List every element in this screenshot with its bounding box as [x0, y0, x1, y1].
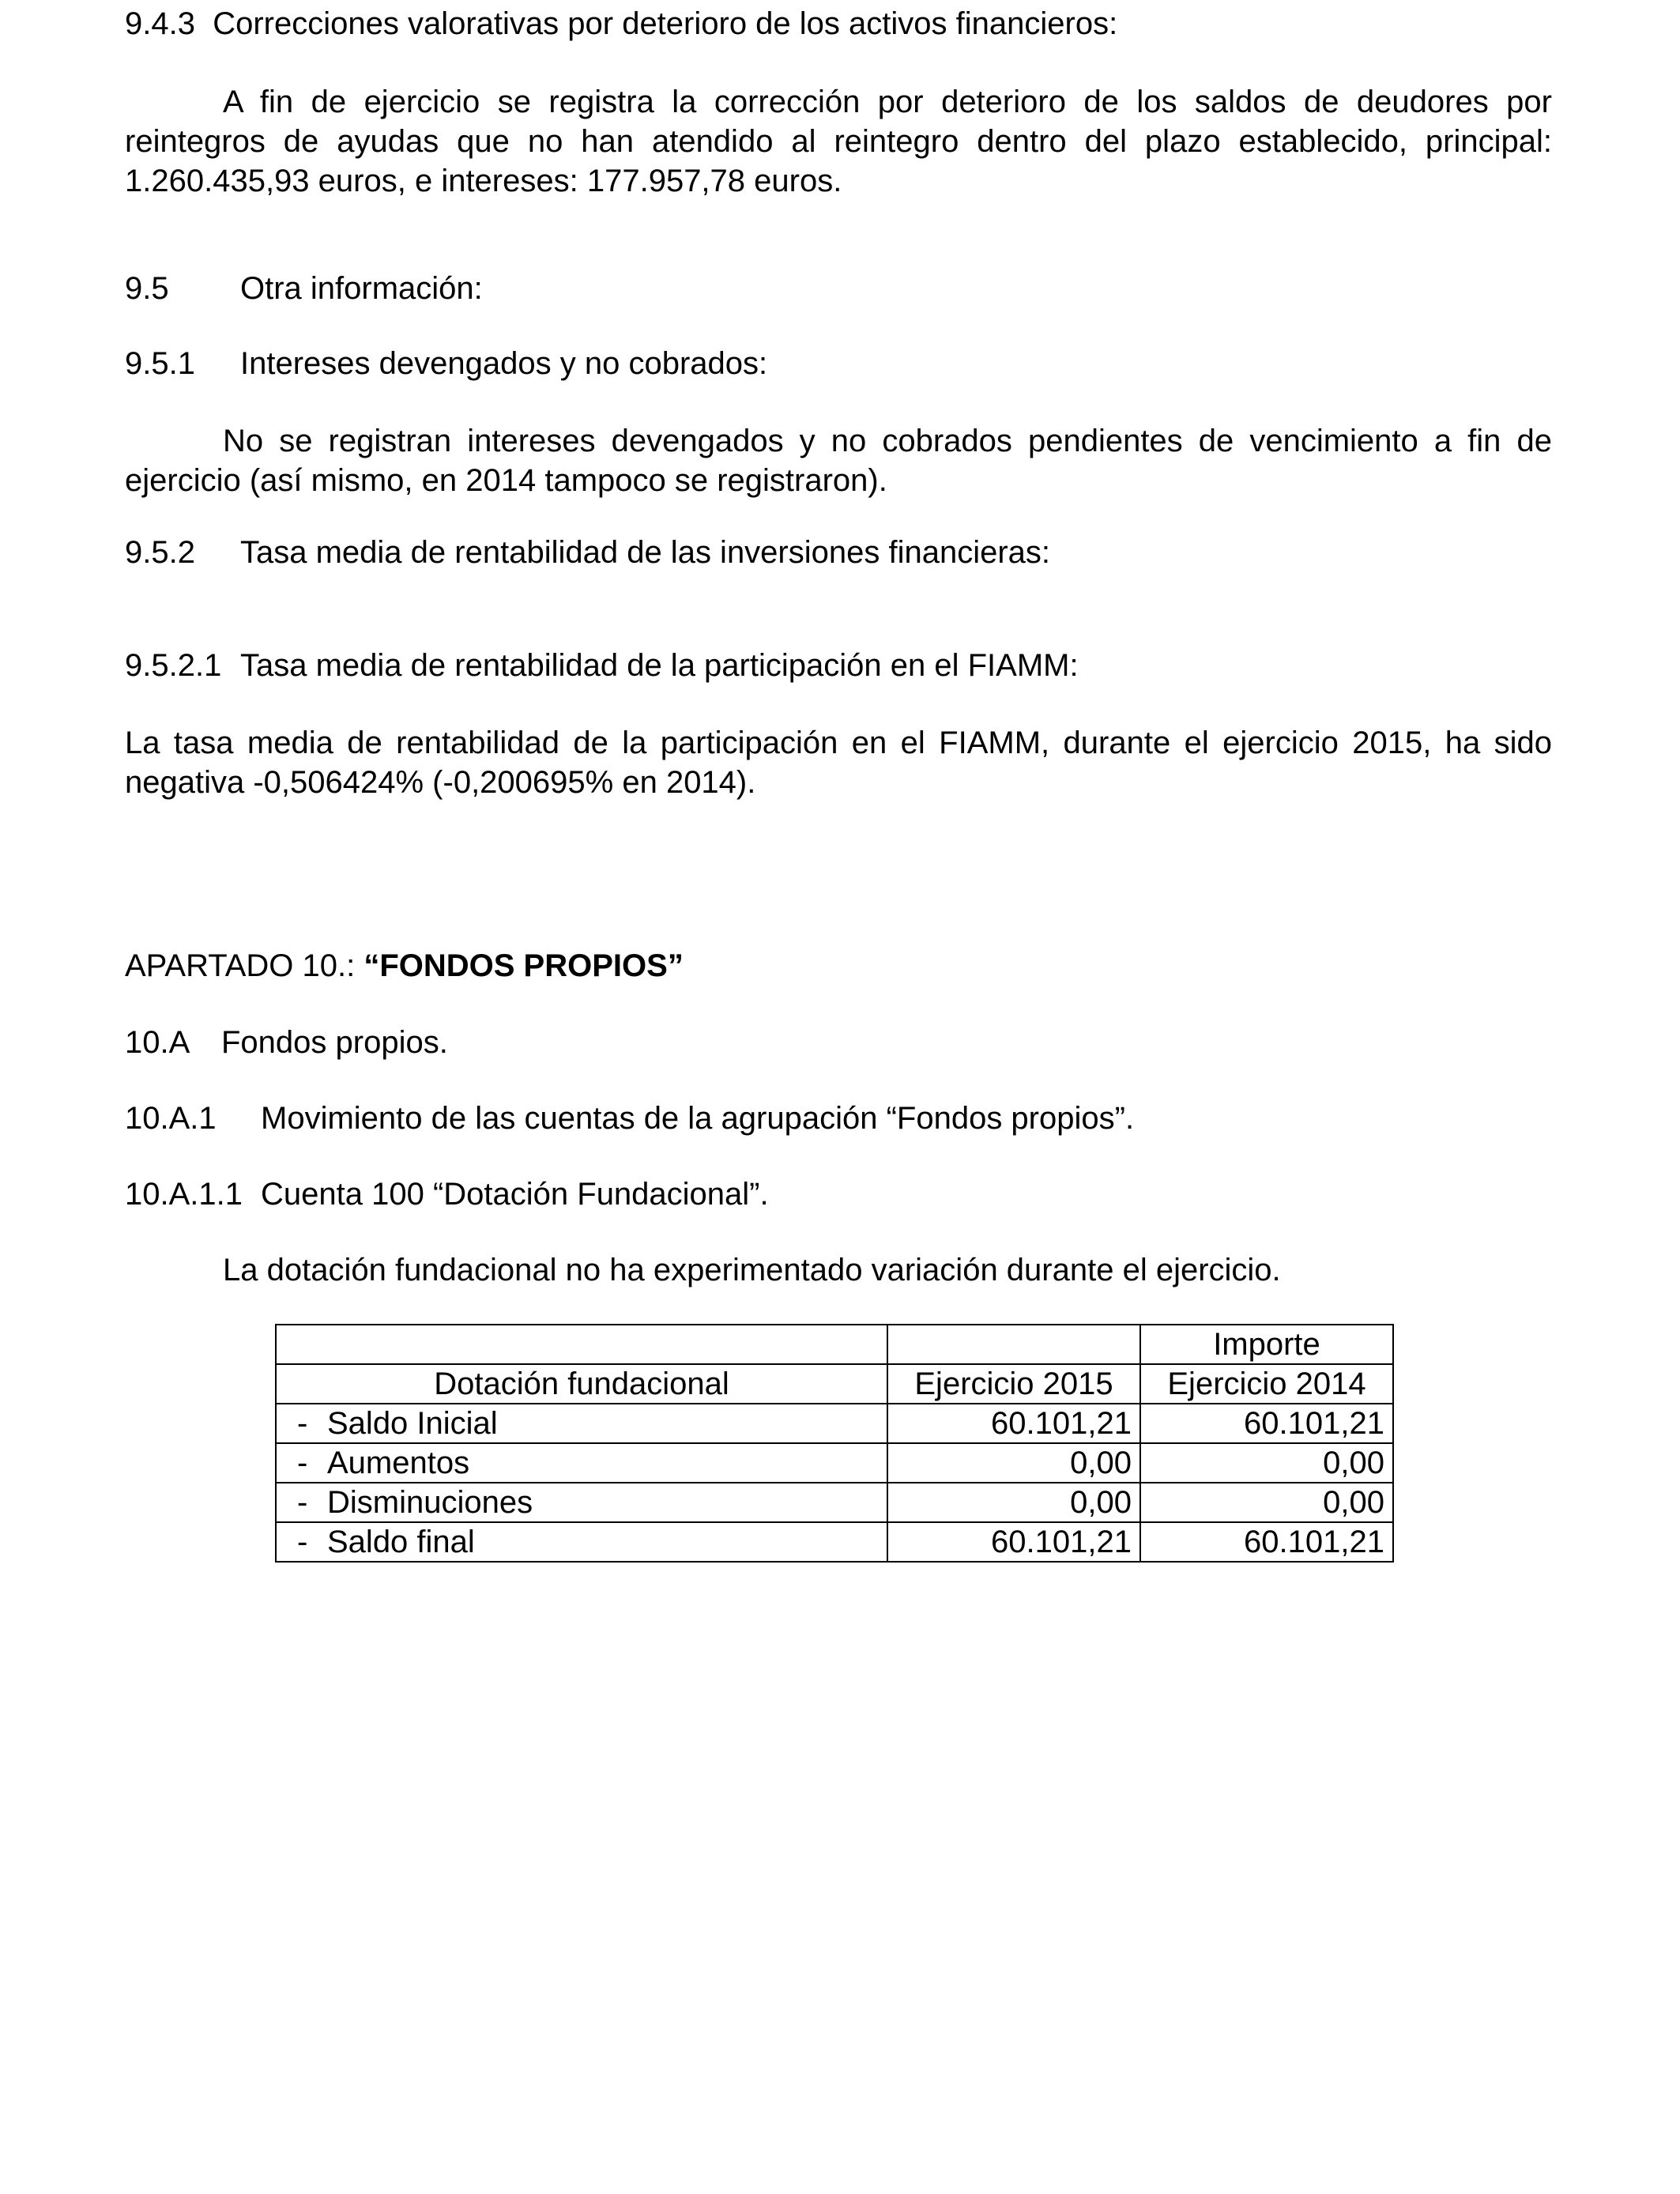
- section-heading-10-a-1: [125, 1101, 1134, 1137]
- section-heading-9-5-2: [125, 535, 1050, 571]
- section-title: Fondos propios.: [221, 1025, 448, 1060]
- section-title: Correcciones valorativas por deterioro de los activos financieros:: [213, 6, 1118, 41]
- section-title: Cuenta 100 “Dotación Fundacional”.: [261, 1177, 769, 1212]
- section-number: 9.4.3: [125, 6, 195, 41]
- section-title: Movimiento de las cuentas de la agrupación “Fondos propios”.: [261, 1101, 1135, 1136]
- table-row: [276, 1404, 1393, 1443]
- table-cell-2014: 60.101,21: [1140, 1404, 1393, 1443]
- paragraph-intereses: [125, 421, 1552, 500]
- table-header-2015: Ejercicio 2015: [887, 1364, 1140, 1404]
- table-cell-2014: 0,00: [1140, 1483, 1393, 1522]
- table-row: [276, 1483, 1393, 1522]
- paragraph-dotacion: La dotación fundacional no ha experimentado variación durante el ejercicio.: [223, 1253, 1281, 1287]
- table-header-row: [276, 1325, 1393, 1364]
- row-dash: -: [297, 1405, 308, 1441]
- table-header-2014: Ejercicio 2014: [1140, 1364, 1393, 1404]
- section-title: Tasa media de rentabilidad de la participación en el FIAMM:: [240, 648, 1079, 683]
- section-heading-9-5-2-1: [125, 648, 1079, 684]
- paragraph-line: reintegros de ayudas que no han atendido al reintegro dentro del plazo establecido, principal:: [125, 124, 1552, 159]
- paragraph-deterioro: [125, 82, 1552, 201]
- section-title: Otra información:: [240, 271, 483, 306]
- apartado-prefix: APARTADO 10.:: [125, 948, 364, 983]
- paragraph-line: ejercicio (así mismo, en 2014 tampoco se registraron).: [125, 463, 887, 498]
- section-heading-9-4-3: [125, 6, 1117, 42]
- paragraph-fiamm: [125, 723, 1552, 802]
- table-cell-2015: 0,00: [887, 1483, 1140, 1522]
- table-header-dotacion: Dotación fundacional: [276, 1364, 887, 1404]
- section-heading-9-5: [125, 271, 483, 307]
- row-label: Aumentos: [327, 1445, 470, 1480]
- row-dash: -: [297, 1524, 308, 1559]
- table-cell-label: [276, 1443, 887, 1483]
- table-cell-label: [276, 1404, 887, 1443]
- apartado-title: “FONDOS PROPIOS”: [363, 948, 684, 983]
- row-label: Saldo final: [327, 1524, 475, 1559]
- paragraph-line: A fin de ejercicio se registra la corrección por deterioro de los saldos de deudores por: [223, 85, 1552, 119]
- table-row: [276, 1522, 1393, 1562]
- section-heading-10-a-1-1: [125, 1177, 769, 1212]
- table-cell-label: [276, 1522, 887, 1562]
- paragraph-line: No se registran intereses devengados y no cobrados pendientes de vencimiento a fin de: [223, 424, 1552, 458]
- table-cell-2015: 60.101,21: [887, 1404, 1140, 1443]
- section-number: 10.A.1.1: [125, 1177, 243, 1212]
- section-title: Tasa media de rentabilidad de las inversiones financieras:: [240, 535, 1051, 570]
- table-cell-2014: 0,00: [1140, 1443, 1393, 1483]
- table-row: [276, 1443, 1393, 1483]
- row-label: Saldo Inicial: [327, 1405, 498, 1441]
- section-title: Intereses devengados y no cobrados:: [240, 346, 768, 381]
- table-header-row: [276, 1364, 1393, 1404]
- row-dash: -: [297, 1484, 308, 1520]
- section-number: 9.5.2: [125, 535, 195, 570]
- table-cell-2014: 60.101,21: [1140, 1522, 1393, 1562]
- table-header-importe: Importe: [1140, 1325, 1393, 1364]
- section-number: 10.A.1: [125, 1101, 217, 1136]
- section-number: 9.5.2.1: [125, 648, 222, 683]
- paragraph-line: La tasa media de rentabilidad de la participación en el FIAMM, durante el ejercicio 2015, ha sido: [125, 726, 1552, 760]
- section-heading-10-a: [125, 1025, 448, 1061]
- table-cell-2015: 60.101,21: [887, 1522, 1140, 1562]
- section-heading-9-5-1: [125, 346, 767, 382]
- paragraph-line: negativa -0,506424% (-0,200695% en 2014).: [125, 765, 756, 800]
- row-label: Disminuciones: [327, 1484, 533, 1520]
- table-cell-2015: 0,00: [887, 1443, 1140, 1483]
- row-dash: -: [297, 1445, 308, 1480]
- section-number: 9.5.1: [125, 346, 195, 381]
- apartado-heading: [125, 948, 684, 984]
- table-header-cell: [887, 1325, 1140, 1364]
- table-cell-label: [276, 1483, 887, 1522]
- table-header-cell: [276, 1325, 887, 1364]
- section-number: 10.A: [125, 1025, 190, 1060]
- section-number: 9.5: [125, 271, 169, 306]
- paragraph-line: 1.260.435,93 euros, e intereses: 177.957,78 euros.: [125, 164, 842, 198]
- dotacion-table: [275, 1324, 1394, 1563]
